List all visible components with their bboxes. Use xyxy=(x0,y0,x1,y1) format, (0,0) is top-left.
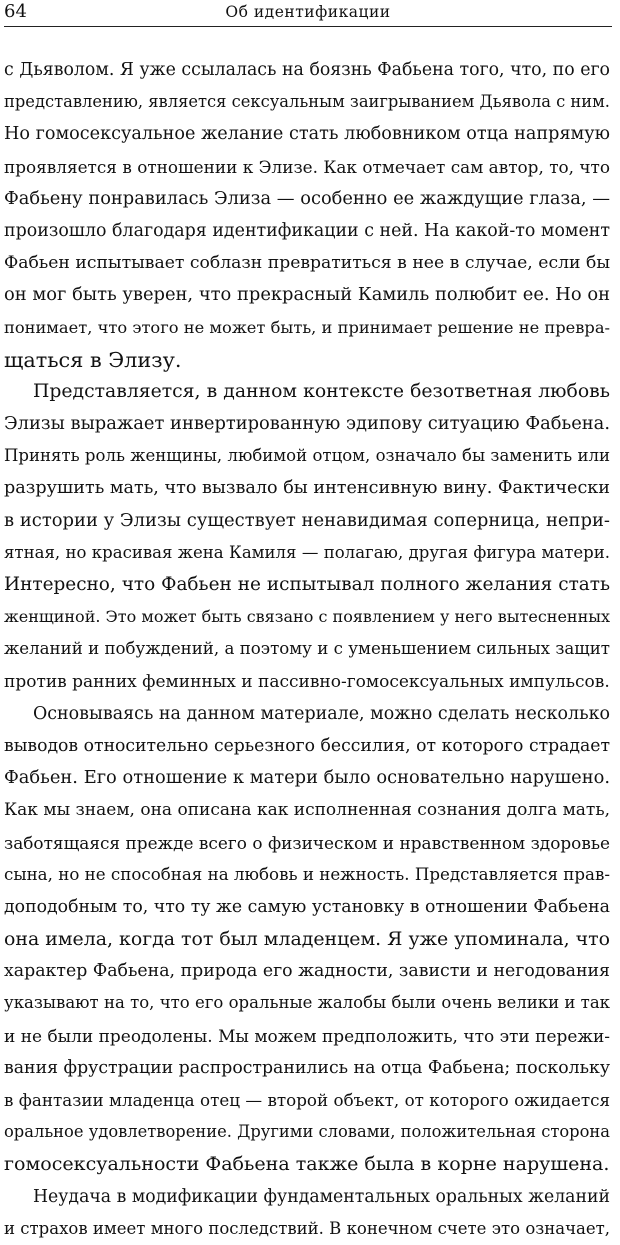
text-line: Представляется, в данном контексте безответная любовь xyxy=(33,380,610,402)
text-line: вания фрустрации распространились на отца Фабьена; поскольку xyxy=(4,1057,610,1078)
text-line: против ранних феминных и пассивно-гомосексуальных импульсов. xyxy=(4,671,610,692)
text-line: понимает, что этого не может быть, и принимает решение не превра- xyxy=(4,317,610,337)
text-line: в истории у Элизы существует ненавидимая соперница, непри- xyxy=(4,509,610,531)
text-line: Как мы знаем, она описана как исполненная сознания долга мать, xyxy=(4,800,610,821)
text-line: в фантазии младенца отец — второй объект, от которого ожидается xyxy=(4,1090,610,1110)
text-line: он мог быть уверен, что прекрасный Камиль полюбит ее. Но он xyxy=(4,284,610,306)
text-line: желаний и побуждений, а поэтому и с уменьшением сильных защит xyxy=(4,639,610,659)
text-line: разрушить мать, что вызвало бы интенсивную вину. Фактически xyxy=(4,478,610,499)
running-title: Об идентификации xyxy=(225,3,391,21)
text-line: выводов относительно серьезного бессилия, от которого страдает xyxy=(4,735,610,756)
text-line: представлению, является сексуальным заигрыванием Дьявола с ним. xyxy=(4,92,610,112)
text-line: с Дьяволом. Я уже ссылалась на боязнь Фабьена того, что, по его xyxy=(4,60,610,80)
text-line: Фабьен испытывает соблазн превратиться в нее в случае, если бы xyxy=(4,253,610,274)
text-line: Интересно, что Фабьен не испытывал полного желания стать xyxy=(4,574,610,595)
text-line: оральное удовлетворение. Другими словами, положительная сторона xyxy=(4,1122,610,1142)
text-line: Основываясь на данном материале, можно сделать несколько xyxy=(33,703,610,724)
text-line: Но гомосексуальное желание стать любовником отца напрямую xyxy=(4,124,610,145)
page-header xyxy=(4,0,612,27)
text-line: произошло благодаря идентификации с ней. На какой-то момент xyxy=(4,220,610,241)
text-line: щаться в Элизу. xyxy=(4,347,182,372)
text-line: Фабьену понравилась Элиза — особенно ее жаждущие глаза, — xyxy=(4,187,610,209)
text-line: и не были преодолены. Мы можем предположить, что эти пережи- xyxy=(4,1025,610,1046)
page-number: 64 xyxy=(4,1,27,22)
body-text xyxy=(4,54,610,1245)
text-line: Фабьен. Его отношение к матери было основательно нарушено. xyxy=(4,767,610,789)
text-line: Элизы выражает инвертированную эдипову ситуацию Фабьена. xyxy=(4,413,610,435)
text-line: женщиной. Это может быть связано с появлением у него вытесненных xyxy=(4,607,610,627)
text-line: сына, но не способная на любовь и нежность. Представляется прав- xyxy=(4,864,610,884)
text-line: гомосексуальности Фабьена также была в корне нарушена. xyxy=(4,1153,610,1176)
text-line: ятная, но красивая жена Камиля — полагаю, другая фигура матери. xyxy=(4,542,610,562)
text-line: проявляется в отношении к Элизе. Как отмечает сам автор, то, что xyxy=(4,156,610,177)
text-line: доподобным то, что ту же самую установку в отношении Фабьена xyxy=(4,896,610,917)
text-line: заботящаяся прежде всего о физическом и нравственном здоровье xyxy=(4,832,610,853)
text-line: характер Фабьена, природа его жадности, зависти и негодования xyxy=(4,961,610,982)
text-line: Принять роль женщины, любимой отцом, означало бы заменить или xyxy=(4,446,610,466)
text-line: указывают на то, что его оральные жалобы были очень велики и так xyxy=(4,993,610,1013)
text-line: и страхов имеет много последствий. В конечном счете это означает, xyxy=(4,1218,610,1238)
text-line: Неудача в модификации фундаментальных оральных желаний xyxy=(33,1186,610,1207)
text-line: она имела, когда тот был младенцем. Я уже упоминала, что xyxy=(4,928,610,951)
